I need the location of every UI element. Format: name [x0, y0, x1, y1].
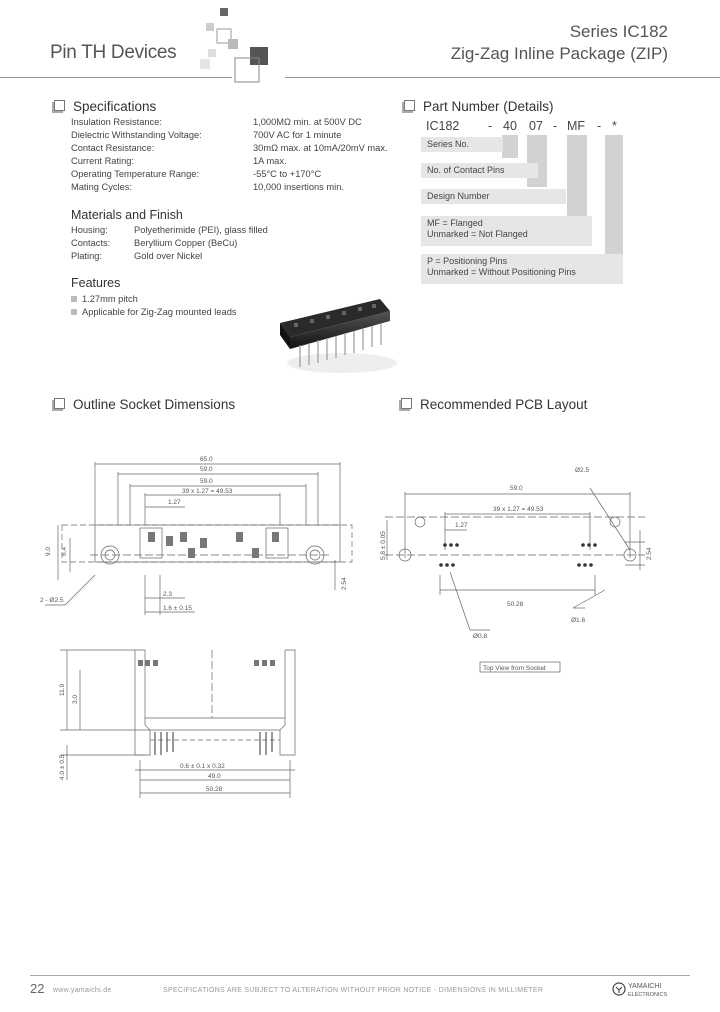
- dim-label: 9.0: [45, 546, 52, 556]
- dim-label: 1.27: [455, 522, 468, 529]
- dim-label: 2 - Ø2.5: [40, 597, 64, 604]
- outline-heading: Outline Socket Dimensions: [54, 397, 235, 412]
- dim-label: 2.3: [163, 591, 173, 598]
- pn-dash: -: [488, 119, 493, 133]
- spec-value: 1,000MΩ min. at 500V DC: [253, 117, 362, 127]
- pn-dash: -: [597, 119, 602, 133]
- outline-top-drawing: [40, 450, 370, 625]
- series-title: Series IC182: [569, 22, 668, 41]
- dim-label: 50.28: [206, 786, 223, 793]
- spec-value: -55°C to +170°C: [253, 169, 322, 179]
- spec-value: 30mΩ max. at 10mA/20mV max.: [253, 143, 388, 153]
- material-label: Housing:: [71, 225, 108, 235]
- spec-value: 700V AC for 1 minute: [253, 130, 342, 140]
- material-value: Polyetherimide (PEI), glass filled: [134, 225, 268, 235]
- header-rule-right: [285, 77, 720, 78]
- dim-label: 3.0: [72, 694, 79, 704]
- material-label: Plating:: [71, 251, 103, 261]
- footer-rule: [30, 975, 690, 976]
- pn-box-series: Series No.: [421, 137, 503, 152]
- spec-label: Insulation Resistance:: [71, 117, 162, 127]
- dim-label: 39 x 1.27 = 49.53: [493, 506, 544, 513]
- brand-logo: YAMAICHI ELECTRONICS: [628, 983, 668, 998]
- pn-series: IC182: [426, 119, 460, 133]
- pn-connector: [605, 135, 623, 271]
- pcb-layout-drawing: [375, 460, 675, 680]
- dim-label: 59.0: [200, 478, 213, 485]
- pn-connector: [527, 135, 547, 187]
- dim-label: Ø1.6: [571, 617, 586, 624]
- spec-value: 10,000 insertions min.: [253, 182, 344, 192]
- dim-label: Ø0.8: [473, 633, 488, 640]
- footer-notice: SPECIFICATIONS ARE SUBJECT TO ALTERATION WITHOUT PRIOR NOTICE - DIMENSIONS IN MILLIMETER: [163, 987, 544, 994]
- spec-value: 1A max.: [253, 156, 287, 166]
- material-label: Contacts:: [71, 238, 111, 248]
- feature-item: 1.27mm pitch: [71, 294, 138, 304]
- pn-connector: [567, 135, 587, 217]
- specifications-heading: Specifications: [54, 99, 156, 114]
- part-number-heading: Part Number (Details): [404, 99, 554, 114]
- product-photo: [272, 285, 407, 380]
- dim-label: 6.4: [61, 546, 68, 556]
- dim-label: 50.28: [507, 601, 524, 608]
- feature-item: Applicable for Zig-Zag mounted leads: [71, 307, 237, 317]
- pn-box-contact-pins: No. of Contact Pins: [421, 163, 538, 178]
- dim-label: 4.0 ± 0.5: [59, 754, 66, 780]
- outline-side-drawing: [40, 640, 350, 800]
- material-value: Beryllium Copper (BeCu): [134, 238, 238, 248]
- package-title: Zig-Zag Inline Package (ZIP): [450, 44, 668, 63]
- pn-connector: [502, 135, 518, 158]
- pn-pins: 40: [503, 119, 517, 133]
- dim-label: 1.6 ± 0.15: [163, 605, 192, 612]
- header-decoration: [195, 5, 285, 95]
- dim-label: 49.0: [208, 773, 221, 780]
- dim-label: 2.54: [341, 577, 348, 590]
- pn-box-positioning: P = Positioning Pins Unmarked = Without Positioning Pins: [421, 254, 623, 284]
- features-heading: Features: [71, 276, 121, 290]
- dim-label: 11.9: [59, 683, 66, 696]
- spec-label: Operating Temperature Range:: [71, 169, 199, 179]
- pn-dash: -: [553, 119, 558, 133]
- spec-label: Mating Cycles:: [71, 182, 132, 192]
- dim-label: 5.8 ± 0.05: [380, 531, 387, 560]
- pn-box-flange: MF = Flanged Unmarked = Not Flanged: [421, 216, 592, 246]
- dim-label: 59.0: [510, 485, 523, 492]
- pcb-heading: Recommended PCB Layout: [401, 397, 587, 412]
- yamaichi-logo-icon: [612, 982, 626, 996]
- dim-label: 59.0: [200, 466, 213, 473]
- footer-website: www.yamaichi.de: [53, 987, 112, 994]
- dim-label: 0.6 ± 0.1 x 0.32: [180, 763, 225, 770]
- pn-box-design: Design Number: [421, 189, 566, 204]
- dim-label: 2.54: [646, 547, 653, 560]
- dim-label: 39 x 1.27 = 49.53: [182, 488, 233, 495]
- pcb-caption: Top View from Socket: [483, 665, 546, 672]
- pn-flange: MF: [567, 119, 586, 133]
- page-number: 22: [30, 981, 45, 996]
- spec-label: Current Rating:: [71, 156, 135, 166]
- materials-heading: Materials and Finish: [71, 208, 183, 222]
- pn-position: *: [612, 119, 617, 133]
- material-value: Gold over Nickel: [134, 251, 203, 261]
- spec-label: Contact Resistance:: [71, 143, 155, 153]
- dim-label: 1.27: [168, 499, 181, 506]
- dim-label: Ø2.5: [575, 467, 590, 474]
- pn-design: 07: [529, 119, 543, 133]
- spec-label: Dielectric Withstanding Voltage:: [71, 130, 202, 140]
- dim-label: 65.0: [200, 456, 213, 463]
- header-rule-left: [0, 77, 232, 78]
- category-title: Pin TH Devices: [50, 42, 177, 63]
